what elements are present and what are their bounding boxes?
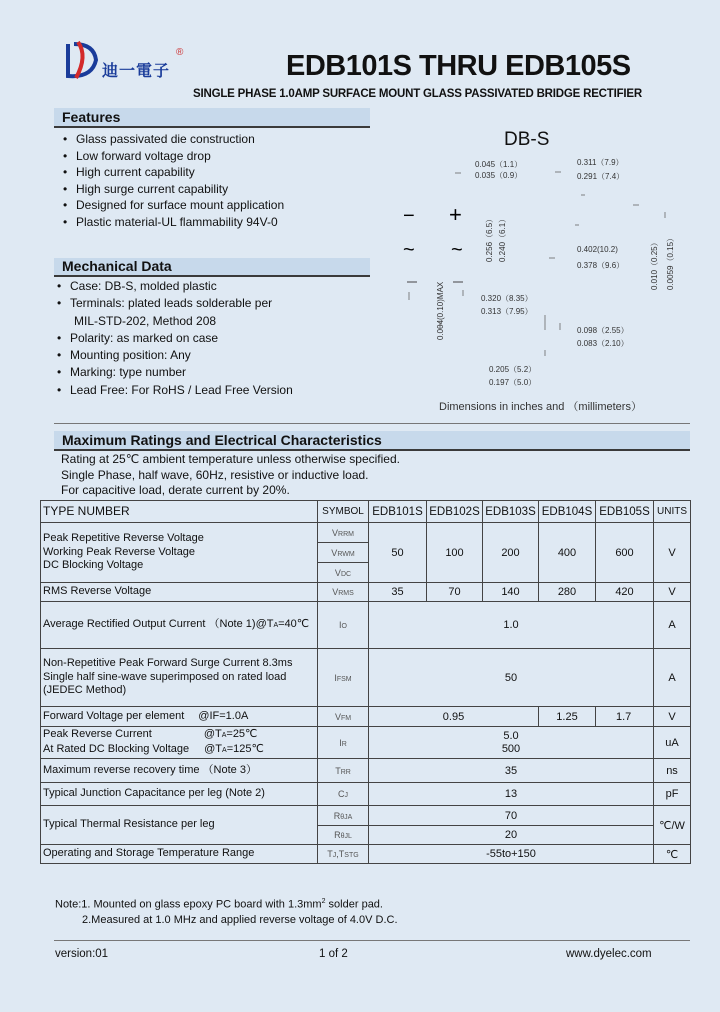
ratings-heading: Maximum Ratings and Electrical Characteristics (54, 431, 690, 451)
value-cell: 70 (369, 806, 654, 826)
list-item: • Case: DB-S, molded plastic (54, 278, 293, 295)
list-item: • Lead Free: For RoHS / Lead Free Version (54, 382, 293, 399)
dim-i1: 0.004(0.10)MAX (436, 281, 445, 340)
unit-cell: V (654, 583, 691, 602)
value-cell: 600 (596, 523, 654, 583)
dim-c1: 0.256（6.5） (485, 214, 494, 262)
symbol-cell: TRR (318, 759, 369, 783)
value-cell: 1.7 (596, 707, 654, 727)
page-subtitle: SINGLE PHASE 1.0AMP SURFACE MOUNT GLASS PASSIVATED BRIDGE RECTIFIER (193, 88, 642, 100)
package-name: DB-S (504, 129, 550, 150)
dim-d2: 0.378（9.6） (577, 261, 625, 270)
symbol-cell: VRRM (318, 523, 369, 543)
ac-symbol-left: ~ (403, 239, 415, 261)
value-cell: 50 (369, 523, 427, 583)
ac-symbol-right: ~ (451, 239, 463, 261)
value-cell: 1.0 (369, 602, 654, 649)
table-row (41, 759, 691, 783)
row-label: Average Rectified Output Current （Note 1)@TA=40℃ (41, 602, 318, 649)
header-symbol: SYMBOL (318, 501, 369, 523)
list-item: • Designed for surface mount application (60, 197, 284, 214)
dim-e2: 0.313（7.95） (481, 307, 533, 316)
symbol-cell: IFSM (318, 649, 369, 707)
list-item: • Glass passivated die construction (60, 131, 284, 148)
row-label: RMS Reverse Voltage (41, 583, 318, 602)
value-cell: 5.0 500 (369, 727, 654, 759)
value-cell: 0.95 (369, 707, 539, 727)
footer-page-number: 1 of 2 (319, 948, 348, 960)
value-cell: 100 (427, 523, 483, 583)
dim-f2: 0.083（2.10） (577, 339, 629, 348)
dim-d1: 0.402(10.2) (577, 245, 618, 254)
dim-g1: 0.205（5.2） (489, 365, 537, 374)
page-title: EDB101S THRU EDB105S (286, 50, 631, 82)
table-header-row (41, 501, 691, 523)
value-cell: 420 (596, 583, 654, 602)
value-cell: 400 (539, 523, 596, 583)
list-item: • Marking: type number (54, 364, 293, 381)
table-row (41, 583, 691, 602)
dim-h1: 0.010（0.25） (650, 238, 659, 290)
dim-c2: 0.240（6.1） (498, 214, 507, 262)
value-cell: 35 (369, 759, 654, 783)
footer-website[interactable]: www.dyelec.com (566, 948, 652, 960)
ratings-table (40, 500, 691, 864)
list-item: • Mounting position: Any (54, 347, 293, 364)
dim-b2: 0.291（7.4） (577, 172, 625, 181)
row-label: Typical Junction Capacitance per leg (Note 2) (41, 783, 318, 806)
list-item: MIL-STD-202, Method 208 (74, 313, 217, 328)
row-label: Peak Repetitive Reverse Voltage Working Peak Reverse Voltage DC Blocking Voltage (41, 523, 318, 583)
plus-symbol: + (449, 202, 462, 227)
dim-f1: 0.098（2.55） (577, 326, 629, 335)
dim-a2: 0.035（0.9） (475, 171, 523, 180)
unit-cell: V (654, 707, 691, 727)
list-item: • Plastic material-UL flammability 94V-0 (60, 214, 284, 231)
list-item: • Terminals: plated leads solderable per (54, 295, 293, 312)
symbol-cell: CJ (318, 783, 369, 806)
dim-b1: 0.311（7.9） (577, 158, 624, 167)
value-cell: 280 (539, 583, 596, 602)
value-cell: 50 (369, 649, 654, 707)
row-label: Non-Repetitive Peak Forward Surge Current 8.3ms Single half sine-wave superimposed on rated load (JEDEC Method) (41, 649, 318, 707)
header-type: TYPE NUMBER (41, 501, 318, 523)
unit-cell: ℃/W (654, 806, 691, 845)
table-row (41, 806, 691, 826)
value-cell: 70 (427, 583, 483, 602)
value-cell: 20 (369, 826, 654, 845)
table-row (41, 523, 691, 543)
header-edb101s: EDB101S (369, 501, 427, 523)
row-label: Forward Voltage per element @IF=1.0A (41, 707, 318, 727)
table-row (41, 727, 691, 759)
symbol-cell: VDC (318, 563, 369, 583)
unit-cell: pF (654, 783, 691, 806)
symbol-cell: VRMS (318, 583, 369, 602)
footer-divider (54, 940, 690, 941)
list-item: • Low forward voltage drop (60, 148, 284, 165)
divider (54, 423, 690, 424)
symbol-cell: IR (318, 727, 369, 759)
unit-cell: ns (654, 759, 691, 783)
unit-cell: V (654, 523, 691, 583)
table-row (41, 845, 691, 864)
header-edb102s: EDB102S (427, 501, 483, 523)
table-row (41, 783, 691, 806)
note-2: 2.Measured at 1.0 MHz and applied reverse voltage of 4.0V D.C. (82, 914, 398, 927)
value-cell: 140 (483, 583, 539, 602)
unit-cell: A (654, 602, 691, 649)
header-edb105s: EDB105S (596, 501, 654, 523)
package-dimension-drawing (395, 150, 695, 400)
company-logo-icon (62, 38, 106, 82)
minus-symbol: − (403, 205, 415, 227)
value-cell: 200 (483, 523, 539, 583)
symbol-cell: IO (318, 602, 369, 649)
unit-cell: uA (654, 727, 691, 759)
registered-mark: ® (176, 47, 184, 58)
symbol-cell: VRWM (318, 543, 369, 563)
header-units: UNITS (654, 501, 691, 523)
list-item: • Polarity: as marked on case (54, 330, 293, 347)
symbol-cell: RθJL (318, 826, 369, 845)
value-cell: 13 (369, 783, 654, 806)
dimension-note: Dimensions in inches and （millimeters） (439, 401, 642, 413)
table-row (41, 707, 691, 727)
header-edb103s: EDB103S (483, 501, 539, 523)
dim-e1: 0.320（8.35） (481, 294, 533, 303)
dim-h2: 0.0059（0.15） (666, 233, 675, 290)
mechanical-heading: Mechanical Data (54, 258, 370, 277)
dim-g2: 0.197（5.0） (489, 378, 537, 387)
row-label: Typical Thermal Resistance per leg (41, 806, 318, 845)
value-cell: 1.25 (539, 707, 596, 727)
features-list (60, 131, 284, 230)
value-cell: 35 (369, 583, 427, 602)
symbol-cell: RθJA (318, 806, 369, 826)
unit-cell: A (654, 649, 691, 707)
table-row (41, 649, 691, 707)
list-item: • High current capability (60, 164, 284, 181)
value-cell: -55to+150 (369, 845, 654, 864)
row-label: Operating and Storage Temperature Range (41, 845, 318, 864)
unit-cell: ℃ (654, 845, 691, 864)
header-edb104s: EDB104S (539, 501, 596, 523)
features-heading: Features (54, 108, 370, 128)
list-item: • High surge current capability (60, 181, 284, 198)
dim-a1: 0.045（1.1） (475, 160, 523, 169)
company-brand: 迪一電子 (102, 61, 171, 80)
table-row (41, 602, 691, 649)
ratings-note: Rating at 25℃ ambient temperature unless otherwise specified. Single Phase, half wave, 60Hz, resistive or inductive load. For capacitive load, derate current by 20%. (61, 452, 400, 497)
note-1: Note:1. Mounted on glass epoxy PC board with $1.3mm^2$ solder pad. (55, 898, 383, 911)
mechanical-list (54, 278, 293, 399)
symbol-cell: VFM (318, 707, 369, 727)
footer-version: version:01 (55, 948, 109, 960)
symbol-cell: TJ,TSTG (318, 845, 369, 864)
row-label: Maximum reverse recovery time （Note 3） (41, 759, 318, 783)
notes (55, 894, 398, 929)
row-label: Peak Reverse Current @TA=25℃ At Rated DC Blocking Voltage @TA=125℃ (41, 727, 318, 759)
